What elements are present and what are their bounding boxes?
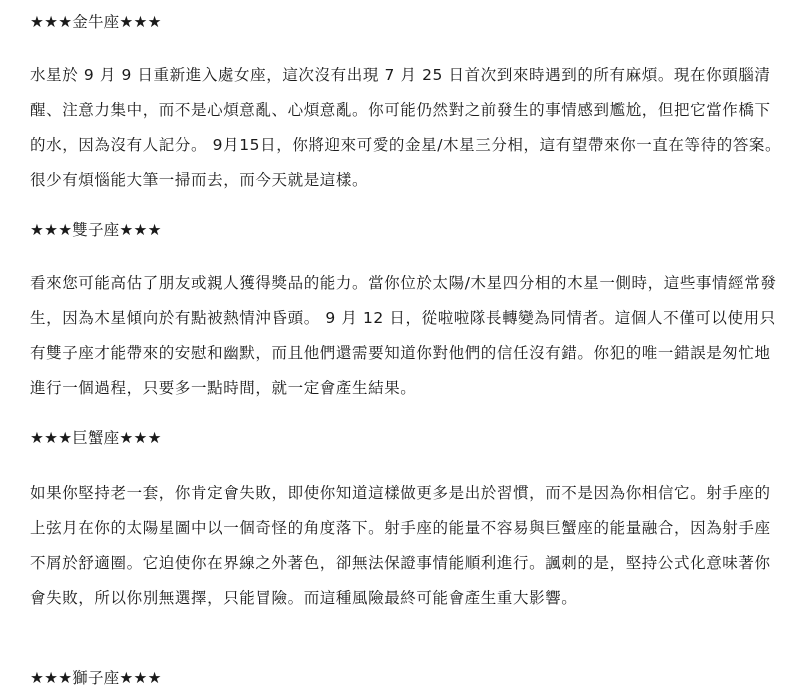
section-heading-leo: ★★★獅子座★★★ xyxy=(30,669,162,687)
section-body-gemini: 看來您可能高估了朋友或親人獲得獎品的能力。當你位於太陽/木星四分相的木星一側時，這些事情經常發生，因為木星傾向於有點被熱情沖昏頭。 9 月 12 日，從啦啦隊長轉變為同情者。這個人不僅可以使用只有雙子座才能帶來的安慰和幽默，而且他們還需要知道你對他們的信任沒有錯。你犯的唯一錯誤是匆忙地進行一個過程，只要多一點時間，就一定會產生結果。 xyxy=(30,274,777,397)
section-heading-taurus: ★★★金牛座★★★ xyxy=(30,13,162,31)
section-body-taurus: 水星於 9 月 9 日重新進入處女座，這次沒有出現 7 月 25 日首次到來時遇到的所有麻煩。現在你頭腦清醒、注意力集中，而不是心煩意亂、心煩意亂。你可能仍然對之前發生的事情感到尷尬，但把它當作橋下的水，因為沒有人記分。 9月15日，你將迎來可愛的金星/木星三分相，這有望帶來你一直在等待的答案。很少有煩惱能大筆一掃而去，而今天就是這樣。 xyxy=(30,66,782,189)
section-heading-gemini: ★★★雙子座★★★ xyxy=(30,221,162,239)
section-body-cancer: 如果你堅持老一套，你肯定會失敗，即使你知道這樣做更多是出於習慣，而不是因為你相信它。射手座的上弦月在你的太陽星圖中以一個奇怪的角度落下。射手座的能量不容易與巨蟹座的能量融合，因為射手座不屑於舒適圈。它迫使你在界線之外著色，卻無法保證事情能順利進行。諷刺的是，堅持公式化意味著你會失敗，所以你別無選擇，只能冒險。而這種風險最終可能會產生重大影響。 xyxy=(30,484,771,607)
section-heading-cancer: ★★★巨蟹座★★★ xyxy=(30,429,162,447)
